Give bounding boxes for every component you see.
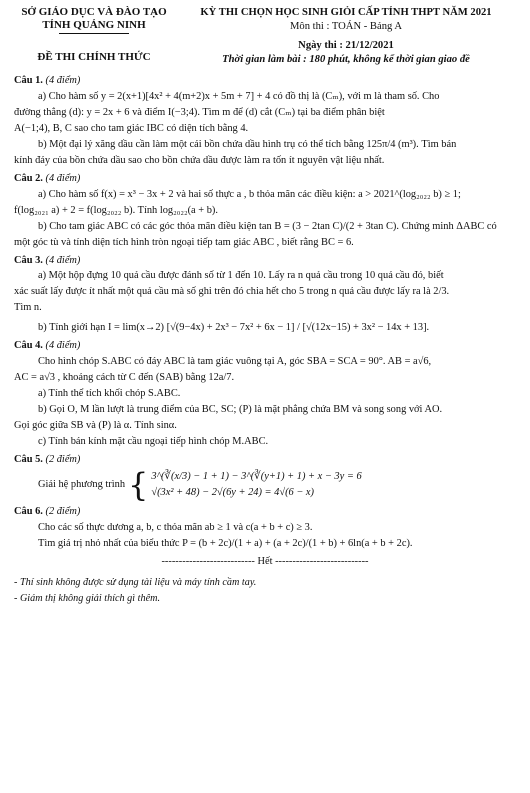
q6-line1: Cho các số thực dương a, b, c thỏa mãn ab ≥ 1 và c(a + b + c) ≥ 3. — [38, 521, 313, 533]
system-brace: { — [128, 465, 149, 504]
header-left — [14, 6, 174, 64]
q3-a-line1: a) Một hộp đựng 10 quả cầu được đánh số từ 1 đến 10. Lấy ra n quả cầu trong 10 quả cầu đó, biết — [38, 270, 444, 282]
system-equation-1: 3^(∛(x/3) − 1 + 1) − 3^(∛(y+1) + 1) + x − 3y = 6 — [151, 471, 362, 483]
exam-subject: Môn thi : TOÁN - Bảng A — [289, 20, 403, 32]
q3-points: (4 điểm) — [45, 254, 81, 266]
q3-title: Câu 3. — [14, 254, 43, 266]
question-5 — [14, 453, 516, 504]
q5-points: (2 điểm) — [45, 453, 81, 465]
q6-line2: Tìm giá trị nhỏ nhất của biểu thức P = (b + 2c)/(1 + a) + (a + 2c)/(1 + b) + 6ln(a + b + 2c). — [38, 537, 413, 549]
exam-date: Ngày thi : 21/12/2021 — [298, 40, 394, 52]
q1-b-line2: kính đáy của bồn chứa dầu sao cho bồn chứa dầu được làm ra tốn ít nguyên vật liệu nhất. — [14, 154, 385, 166]
q4-part-b-line2: Gọi góc giữa SB và (P) là α. Tính sinα. — [14, 419, 177, 431]
footer-note-2: - Giám thị không giải thích gì thêm. — [14, 593, 161, 605]
exam-header — [14, 0, 516, 66]
equation-system — [14, 465, 516, 504]
official-label: ĐỀ THI CHÍNH THỨC — [37, 51, 151, 64]
q4-title: Câu 4. — [14, 340, 43, 352]
q4-part-a: a) Tính thể tích khối chóp S.ABC. — [38, 388, 181, 399]
province-name: TỈNH QUẢNG NINH — [42, 18, 146, 31]
q1-points: (4 điểm) — [45, 75, 81, 87]
q5-intro: Giải hệ phương trình — [38, 478, 126, 490]
question-3 — [14, 254, 516, 336]
footer-note-1: - Thí sinh không được sử dụng tài liệu và máy tính cầm tay. — [14, 577, 257, 589]
q4-points: (4 điểm) — [45, 340, 81, 352]
q6-points: (2 điểm) — [45, 505, 81, 517]
q4-part-c: c) Tính bán kính mặt cầu ngoại tiếp hình chóp M.ABC. — [38, 435, 269, 447]
system-equation-2: √(3x² + 48) − 2√(6y + 24) = 4√(6 − x) — [151, 486, 315, 498]
header-divider — [59, 33, 129, 34]
header-right — [176, 6, 516, 66]
exam-duration: Thời gian làm bài : 180 phút, không kể thời gian giao đề — [222, 53, 470, 65]
question-4 — [14, 339, 516, 449]
question-1 — [14, 74, 516, 168]
footer-notes — [14, 576, 516, 605]
q3-b-line1: b) Tính giới hạn I = lim(x→2) [√(9−4x) + 2x³ − 7x² + 6x − 1] / [√(12x−15) + 3x² − 14x + 13]. — [38, 322, 430, 334]
q2-b-line1: b) Cho tam giác ABC có các góc thỏa mãn điều kiện tan B = (3 − 2tan C)/(2 + 3tan C). Chứng minh ΔABC có — [38, 220, 497, 232]
q1-a-line1: a) Cho hàm số y = 2(x+1)[4x² + 4(m+2)x + 5m + 7] + 4 có đồ thị là (Cₘ), với m là tham số. Cho — [38, 91, 440, 103]
q2-a-line1: a) Cho hàm số f(x) = x³ − 3x + 2 và hai số thực a , b thỏa mãn các điều kiện: a > 2021^(log₂₀₂₂ b) ≥ 1; — [38, 188, 461, 200]
system-equations — [151, 469, 361, 500]
q1-a-line3: A(−1;4), B, C sao cho tam giác IBC có diện tích bằng 4. — [14, 123, 249, 134]
q3-a-line3: Tìm n. — [14, 302, 42, 314]
q4-line2: AC = a√3 , khoảng cách từ C đến (SAB) bằng 12a/7. — [14, 372, 235, 384]
q2-a-line2: f(log₂₀₂₁ a) + 2 = f(log₂₀₂₂ b). Tính log₂₀₂₂(a + b). — [14, 204, 218, 216]
q1-title: Câu 1. — [14, 75, 43, 87]
department-name: SỞ GIÁO DỤC VÀ ĐÀO TẠO — [21, 6, 167, 18]
q1-b-line1: b) Một đại lý xăng dầu cần làm một cái bồn chứa dầu hình trụ có thể tích bằng 125π/4 (m³). Tìm bán — [38, 138, 457, 150]
question-6 — [14, 505, 516, 551]
question-2 — [14, 172, 516, 250]
q6-title: Câu 6. — [14, 505, 43, 517]
end-marker: --------------------------- Hết --------------------------- — [161, 555, 369, 567]
q2-title: Câu 2. — [14, 172, 43, 184]
q1-a-line2: đường thẳng (d): y = 2x + 6 và điểm I(−3;4). Tìm m để (d) cắt (Cₘ) tại ba điểm phân biệt — [14, 107, 385, 119]
exam-title: KỲ THI CHỌN HỌC SINH GIỎI CẤP TỈNH THPT NĂM 2021 — [200, 7, 492, 18]
q2-b-line2: một góc tù và tính diện tích hình tròn ngoại tiếp tam giác ABC , biết rằng BC = 6. — [14, 236, 354, 248]
q4-part-b-line1: b) Gọi O, M lần lượt là trung điểm của BC, SC; (P) là mặt phẳng chứa BM và song song với AO. — [38, 403, 443, 415]
q3-a-line2: xác suất lấy được ít nhất một quả cầu mà số ghi trên đó chia hết cho 5 trong n quả cầu được lấy ra là 2/3. — [14, 286, 450, 298]
q2-points: (4 điểm) — [45, 172, 81, 184]
q4-line1: Cho hình chóp S.ABC có đáy ABC là tam giác vuông tại A, góc SBA = SCA = 90°. AB = a√6, — [38, 356, 432, 368]
q5-title: Câu 5. — [14, 453, 43, 465]
